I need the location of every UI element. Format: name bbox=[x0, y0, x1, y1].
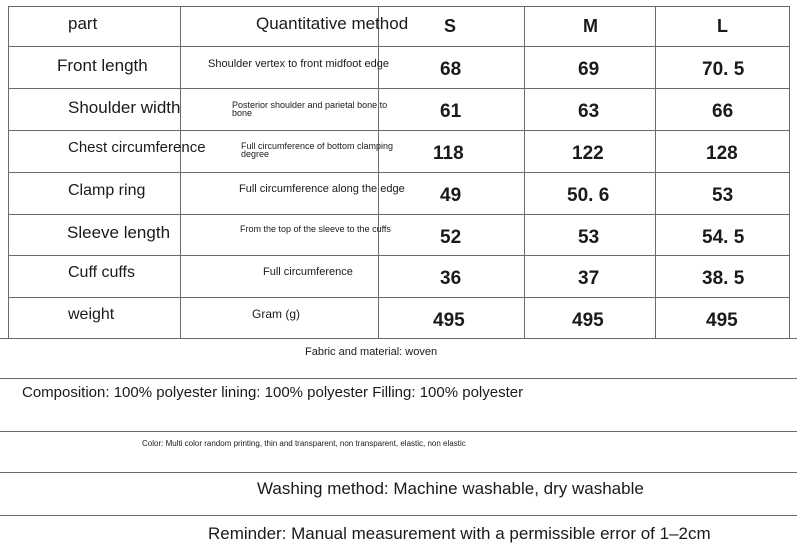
row-divider bbox=[8, 46, 790, 47]
row-part-clamp-ring: Clamp ring bbox=[68, 182, 146, 199]
row-l-sleeve-length: 54. 5 bbox=[702, 227, 745, 248]
row-part-front-length: Front length bbox=[57, 56, 148, 75]
row-l-cuff-cuffs: 38. 5 bbox=[702, 268, 745, 289]
row-divider bbox=[0, 472, 797, 473]
row-s-sleeve-length: 52 bbox=[440, 227, 462, 248]
reminder-note: Reminder: Manual measurement with a permissible error of 1–2cm bbox=[208, 524, 711, 543]
header-size-l: L bbox=[717, 16, 728, 36]
row-divider bbox=[8, 6, 790, 7]
row-divider bbox=[0, 431, 797, 432]
row-divider bbox=[8, 255, 790, 256]
row-l-front-length: 70. 5 bbox=[702, 59, 745, 80]
row-m-chest-circumference: 122 bbox=[572, 143, 604, 164]
row-s-weight: 495 bbox=[433, 310, 465, 331]
row-l-chest-circumference: 128 bbox=[706, 143, 738, 164]
row-method-weight: Gram (g) bbox=[252, 307, 300, 321]
row-divider bbox=[8, 214, 790, 215]
row-method-front-length: Shoulder vertex to front midfoot edge bbox=[208, 58, 389, 70]
row-s-cuff-cuffs: 36 bbox=[440, 268, 462, 289]
row-m-weight: 495 bbox=[572, 310, 604, 331]
row-method-shoulder-width-line1: Posterior shoulder and parietal bone to bbox=[232, 100, 388, 110]
composition-note: Composition: 100% polyester lining: 100% polyester Filling: 100% polyester bbox=[22, 384, 524, 401]
row-method-shoulder-width-line2: bone bbox=[232, 108, 253, 118]
row-s-chest-circumference: 118 bbox=[433, 143, 464, 164]
row-part-shoulder-width: Shoulder width bbox=[68, 98, 181, 117]
row-part-sleeve-length: Sleeve length bbox=[67, 223, 171, 242]
row-s-shoulder-width: 61 bbox=[440, 101, 462, 122]
row-l-shoulder-width: 66 bbox=[712, 101, 734, 122]
row-divider bbox=[8, 130, 790, 131]
row-s-clamp-ring: 49 bbox=[440, 185, 462, 206]
row-divider bbox=[8, 172, 790, 173]
row-method-clamp-ring: Full circumference along the edge bbox=[239, 183, 405, 195]
row-m-sleeve-length: 53 bbox=[578, 227, 600, 248]
row-l-weight: 495 bbox=[706, 310, 738, 331]
row-m-clamp-ring: 50. 6 bbox=[567, 185, 610, 206]
row-divider bbox=[8, 297, 790, 298]
row-s-front-length: 68 bbox=[440, 59, 462, 80]
row-l-clamp-ring: 53 bbox=[712, 185, 734, 206]
row-method-chest-circumference-line2: degree bbox=[241, 149, 270, 159]
row-method-cuff-cuffs: Full circumference bbox=[263, 266, 353, 278]
row-part-chest-circumference: Chest circumference bbox=[68, 139, 206, 156]
row-divider bbox=[0, 515, 797, 516]
fabric-note: Fabric and material: woven bbox=[305, 346, 438, 358]
header-part: part bbox=[68, 14, 98, 33]
row-divider bbox=[0, 378, 797, 379]
row-part-cuff-cuffs: Cuff cuffs bbox=[68, 264, 135, 281]
row-m-front-length: 69 bbox=[578, 59, 600, 80]
row-divider bbox=[0, 338, 797, 339]
row-m-shoulder-width: 63 bbox=[578, 101, 600, 122]
row-method-chest-circumference-line1: Full circumference of bottom clamping bbox=[241, 141, 394, 151]
row-part-weight: weight bbox=[68, 306, 115, 323]
header-size-m: M bbox=[583, 16, 598, 36]
washing-note: Washing method: Machine washable, dry washable bbox=[257, 479, 644, 498]
row-divider bbox=[8, 88, 790, 89]
row-m-cuff-cuffs: 37 bbox=[578, 268, 600, 289]
color-note: Color: Multi color random printing, thin and transparent, non transparent, elastic, non elastic bbox=[142, 439, 466, 448]
header-method: Quantitative method bbox=[256, 14, 409, 33]
header-size-s: S bbox=[444, 16, 457, 36]
row-method-sleeve-length: From the top of the sleeve to the cuffs bbox=[240, 224, 391, 234]
